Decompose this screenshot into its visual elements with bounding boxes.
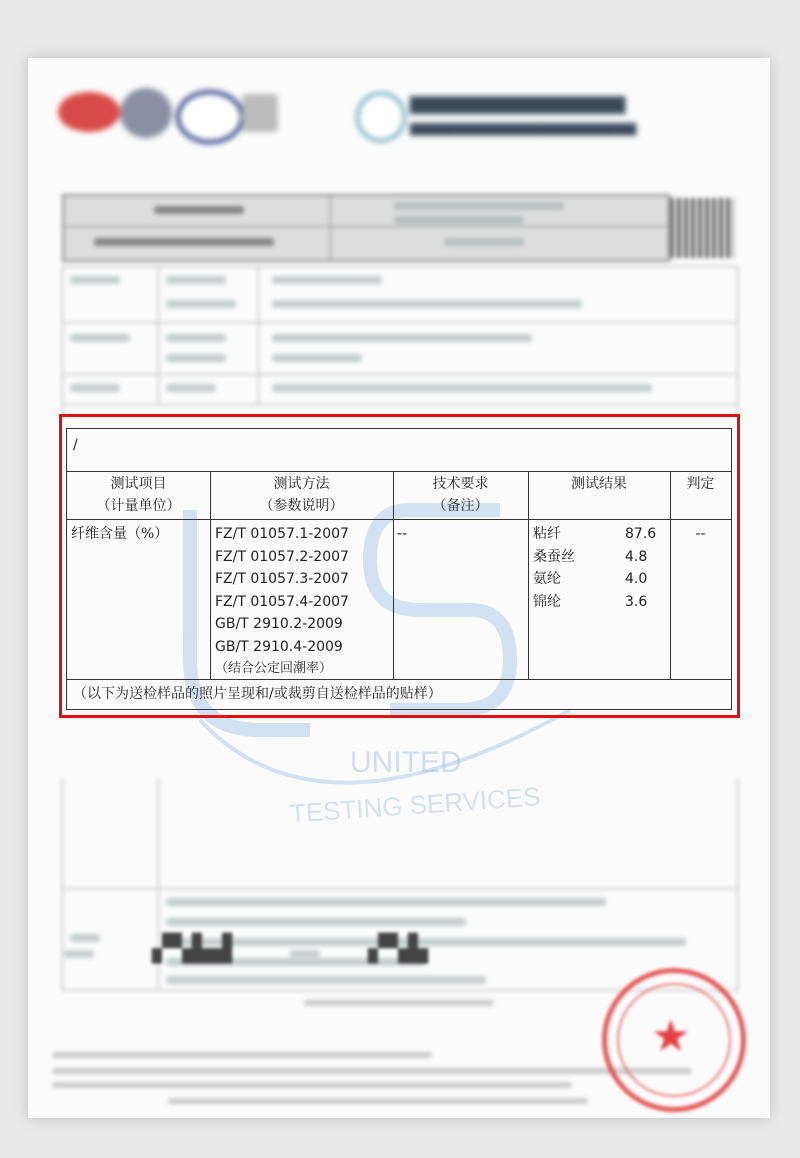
certification-logos [58,88,288,148]
sample-photo-note: （以下为送检样品的照片呈现和/或裁剪自送检样品的贴样） [73,686,442,702]
header-test-item: 测试项目 （计量单位） [96,476,181,514]
header-judgment: 判定 [686,476,715,492]
method-item: FZ/T 01057.3-2007 [215,571,349,587]
fiber-name: 粘纤 [533,526,561,542]
fiber-value: 3.6 [625,593,648,610]
method-item: GB/T 2910.2-2009 [215,616,343,632]
official-stamp [602,968,746,1112]
report-title-block [62,194,670,262]
result-row [533,523,667,546]
watermark-text-line1: UNITED [350,746,462,779]
footer-address-1 [52,1052,432,1058]
watermark-text-line2: TESTING SERVICES [288,781,542,829]
header-requirement: 技术要求 （备注） [432,476,489,514]
cnas-logo [176,90,244,144]
fiber-name: 桑蚕丝 [533,548,575,565]
footer-contact [52,1082,572,1088]
result-row [533,568,667,591]
fiber-name: 锦纶 [533,593,561,610]
result-row [533,591,667,614]
signer-label [64,950,94,958]
star-icon: ★ [651,1011,691,1062]
header-test-method: 测试方法 （参数说明） [259,476,344,514]
company-logo-icon [356,92,406,142]
method-item: GB/T 2910.4-2009 [215,638,343,655]
result-list [533,523,667,613]
fiber-value: 4.0 [625,571,648,587]
company-name-en: ▆▆▆▆▆▆▆▆▆▆▆▆▆▆▆▆▆▆▆▆▆ [410,120,637,136]
fiber-name: 氨纶 [533,571,561,587]
report-end-line [304,1000,494,1006]
fiber-value: 4.8 [625,548,648,565]
result-row [533,546,667,569]
method-note: （结合公定回潮率） [215,661,333,676]
qr-code [670,198,734,258]
cert-number-logo [242,94,278,132]
ilac-logo [120,88,172,138]
reviewer-signature: ▞▚▙ [368,934,428,964]
method-item: FZ/T 01057.4-2007 [215,593,349,610]
judgment-value: -- [695,526,706,542]
method-list [215,523,391,681]
footer-disclaimer [168,1098,588,1104]
requirement-value: -- [397,526,408,542]
fiber-value: 87.6 [625,526,657,542]
company-header [356,88,746,148]
top-slash: / [73,437,78,453]
cma-logo [58,92,120,132]
reviewer-label [290,950,320,958]
header-result: 测试结果 [571,476,627,492]
client-info-table [62,266,738,416]
test-item-fiber-content: 纤维含量（%） [71,526,169,542]
method-item: FZ/T 01057.2-2007 [215,548,349,565]
company-name-cn: ▆▆▆▆▆▆▆▆▆▆▆▆▆▆ [410,90,626,114]
test-result-table [66,428,732,710]
footer-address-2 [52,1068,692,1074]
approver-signature: ▞▚▙▟ [152,934,232,964]
method-item: FZ/T 01057.1-2007 [215,526,349,542]
